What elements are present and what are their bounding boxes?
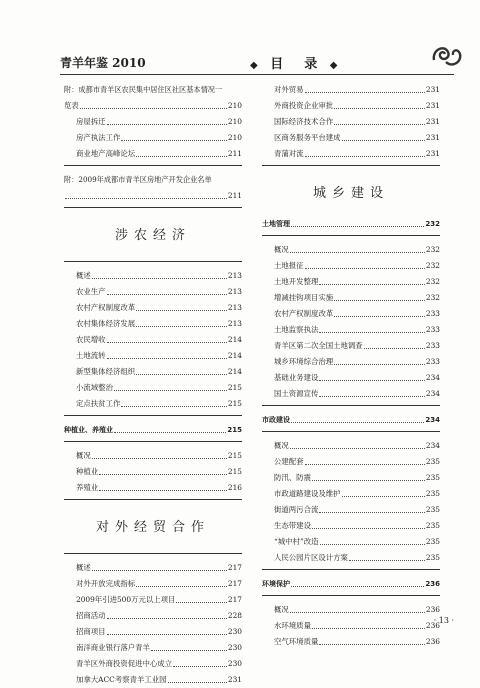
toc-entry xyxy=(64,624,242,640)
entry-title: 种植业 xyxy=(76,467,99,476)
entry-title: 定点扶贫工作 xyxy=(76,399,121,408)
entry-title: 房屋拆迁 xyxy=(76,117,106,126)
entry-page: 235 xyxy=(425,553,440,562)
entry-page: 214 xyxy=(227,351,242,360)
entry-page: 234 xyxy=(425,389,440,398)
entry-title: 农村产权制度改革 xyxy=(274,309,334,318)
dot-leader xyxy=(92,458,227,459)
toc-entry xyxy=(262,454,440,470)
entry-page: 216 xyxy=(227,483,242,492)
dot-leader xyxy=(107,618,227,619)
dot-leader xyxy=(107,358,227,359)
toc-entry xyxy=(262,258,440,274)
entry-page: 231 xyxy=(425,85,440,94)
entry-title: 青羊区外商投资促进中心成立 xyxy=(76,659,173,668)
entry-page: 213 xyxy=(227,303,242,312)
entry-title: 生态带建设 xyxy=(274,521,311,530)
dot-leader xyxy=(364,348,425,349)
divider xyxy=(64,441,242,442)
page-header xyxy=(60,50,450,74)
dot-leader xyxy=(136,326,227,327)
dot-leader xyxy=(136,586,227,587)
dot-leader xyxy=(312,628,425,629)
dot-leader xyxy=(305,268,425,269)
entry-page: 214 xyxy=(227,367,242,376)
divider xyxy=(262,431,440,432)
entry-title: 对外贸易 xyxy=(274,85,304,94)
entry-page: 213 xyxy=(227,287,242,296)
right-column xyxy=(262,82,440,650)
diamond-icon: ◆ xyxy=(250,60,262,71)
dot-leader xyxy=(291,226,424,227)
entry-title: 概况 xyxy=(274,245,289,254)
toc-entry xyxy=(262,290,440,306)
entry-page: 235 xyxy=(425,457,440,466)
entry-title: 城乡环境综合治理 xyxy=(274,357,334,366)
toc-entry xyxy=(262,634,440,650)
divider xyxy=(262,405,440,406)
dot-leader xyxy=(290,612,425,613)
toc-entry xyxy=(262,602,440,618)
toc-heading xyxy=(250,53,341,72)
dot-leader xyxy=(80,108,227,109)
toc-entry xyxy=(262,114,440,130)
book-title: 青羊年鉴 2010 xyxy=(60,56,146,70)
entry-title: 概况 xyxy=(76,451,91,460)
dot-leader xyxy=(107,342,227,343)
dot-leader xyxy=(136,310,227,311)
dot-leader xyxy=(99,474,227,475)
toc-entry xyxy=(64,464,242,480)
entry-page: 215 xyxy=(227,383,242,392)
dot-leader xyxy=(319,284,425,285)
entry-title: 对外开放完成指标 xyxy=(76,579,136,588)
dot-leader xyxy=(107,124,227,125)
toc-entry xyxy=(64,576,242,592)
left-column xyxy=(64,82,242,688)
entry-page: 232 xyxy=(425,245,440,254)
entry-page: 233 xyxy=(425,341,440,350)
dot-leader xyxy=(334,364,425,365)
entry-title: 防汛、防震 xyxy=(274,473,311,482)
entry-page: 213 xyxy=(227,319,242,328)
entry-title: 国际经济技术合作 xyxy=(274,117,334,126)
entry-title: 街道两污合流 xyxy=(274,505,319,514)
section-title: 对外经贸合作 xyxy=(95,520,210,535)
divider xyxy=(64,261,242,262)
entry-page: 235 xyxy=(425,473,440,482)
divider xyxy=(64,415,242,416)
dot-leader xyxy=(65,198,227,199)
entry-page: 215 xyxy=(227,399,242,408)
entry-title: 房产执法工作 xyxy=(76,133,121,142)
appendix-note: 附：2009年成都市青羊区房地产开发企业名单 xyxy=(64,175,212,184)
dot-leader xyxy=(319,332,425,333)
entry-page: 234 xyxy=(425,441,440,450)
toc-entry xyxy=(262,354,440,370)
entry-title: 农村产权制度改革 xyxy=(76,303,136,312)
entry-title: 小流域整治 xyxy=(76,383,113,392)
dot-leader xyxy=(342,496,425,497)
dot-leader xyxy=(319,396,425,397)
toc-entry xyxy=(64,380,242,396)
dot-leader xyxy=(305,156,425,157)
entry-page: 231 xyxy=(425,133,440,142)
toc-entry xyxy=(64,396,242,412)
toc-entry xyxy=(64,640,242,656)
entry-page: 236 xyxy=(425,580,440,588)
entry-title: 水环境质量 xyxy=(274,621,311,630)
divider xyxy=(262,569,440,570)
dot-leader xyxy=(92,278,227,279)
entry-title: 环境保护 xyxy=(262,580,290,588)
entry-page: 210 xyxy=(227,133,242,142)
toc-entry xyxy=(262,306,440,322)
toc-entry xyxy=(64,560,242,576)
toc-entry xyxy=(262,242,440,258)
entry-page: 231 xyxy=(227,675,242,684)
toc-entry xyxy=(262,618,440,634)
toc-entry xyxy=(262,146,440,162)
entry-title: 招商项目 xyxy=(76,627,106,636)
entry-title: 概况 xyxy=(274,605,289,614)
category-entry xyxy=(262,412,440,428)
entry-page: 228 xyxy=(227,611,242,620)
dot-leader xyxy=(312,480,425,481)
entry-title: 土地开发整理 xyxy=(274,277,319,286)
swirl-logo-icon xyxy=(430,42,464,70)
entry-page: 210 xyxy=(227,101,242,110)
section-title: 涉农经济 xyxy=(114,228,191,243)
dot-leader xyxy=(319,380,425,381)
toc-entry xyxy=(64,268,242,284)
dot-leader xyxy=(173,666,227,667)
toc-entry xyxy=(64,672,242,688)
toc-entry xyxy=(262,550,440,566)
toc-entry xyxy=(262,370,440,386)
dot-leader xyxy=(114,432,226,433)
appendix-note: 附：成都市青羊区农民集中居住区社区基本情况一 xyxy=(64,85,223,94)
entry-page: 235 xyxy=(425,505,440,514)
entry-page: 235 xyxy=(425,489,440,498)
toc-entry xyxy=(64,592,242,608)
entry-page: 215 xyxy=(227,451,242,460)
toc-entry xyxy=(262,130,440,146)
toc-entry xyxy=(64,480,242,496)
entry-page: 211 xyxy=(227,191,242,200)
toc-entry xyxy=(64,146,242,162)
entry-page: 217 xyxy=(227,579,242,588)
dot-leader xyxy=(290,252,425,253)
toc-entry xyxy=(262,98,440,114)
entry-page: 214 xyxy=(227,335,242,344)
entry-page: 232 xyxy=(425,261,440,270)
divider xyxy=(64,553,242,554)
entry-title: 农村集体经济发展 xyxy=(76,319,136,328)
dot-leader xyxy=(312,528,425,529)
divider xyxy=(262,165,440,166)
toc-entry xyxy=(64,114,242,130)
toc-entry xyxy=(262,534,440,550)
toc-entry xyxy=(64,448,242,464)
dot-leader xyxy=(114,390,227,391)
toc-entry xyxy=(64,300,242,316)
entry-title: 概述 xyxy=(76,271,91,280)
entry-title: 土地流转 xyxy=(76,351,106,360)
dot-leader xyxy=(136,374,227,375)
entry-title: 新型集体经济组织 xyxy=(76,367,136,376)
entry-page: 230 xyxy=(227,659,242,668)
entry-page: 235 xyxy=(425,537,440,546)
category-entry xyxy=(64,422,242,438)
toc-entry xyxy=(262,322,440,338)
toc-entry xyxy=(64,608,242,624)
entry-page: 231 xyxy=(425,101,440,110)
entry-title: 外商投资企业审批 xyxy=(274,101,334,110)
dot-leader xyxy=(168,682,227,683)
toc-entry xyxy=(64,348,242,364)
section-title: 城乡建设 xyxy=(312,186,389,201)
toc-entry xyxy=(64,98,242,114)
header-rule xyxy=(60,74,454,75)
entry-page: 236 xyxy=(425,621,440,630)
toc-entry xyxy=(64,364,242,380)
entry-title: 加拿大ACC考察青羊工业园 xyxy=(76,675,167,684)
entry-page: 234 xyxy=(425,373,440,382)
page-number: · 13 · xyxy=(433,616,454,625)
dot-leader xyxy=(121,140,227,141)
dot-leader xyxy=(305,464,425,465)
toc-entry xyxy=(262,338,440,354)
entry-title: “城中村”改造 xyxy=(274,537,319,546)
entry-title: 商业地产高峰论坛 xyxy=(76,149,136,158)
dot-leader xyxy=(334,124,425,125)
entry-title: 公建配套 xyxy=(274,457,304,466)
toc-entry xyxy=(64,130,242,146)
entry-page: 210 xyxy=(227,117,242,126)
entry-title: 青羊区第二次全国土地调查 xyxy=(274,341,363,350)
toc-entry xyxy=(64,188,242,204)
dot-leader xyxy=(334,108,425,109)
entry-title: 国土资源宣传 xyxy=(274,389,319,398)
entry-title: 农业生产 xyxy=(76,287,106,296)
entry-title: 南洋商业银行落户青羊 xyxy=(76,643,150,652)
entry-page: 213 xyxy=(227,271,242,280)
entry-page: 230 xyxy=(227,627,242,636)
toc-entry xyxy=(64,656,242,672)
toc-entry xyxy=(262,386,440,402)
toc-entry xyxy=(262,274,440,290)
toc-entry xyxy=(64,332,242,348)
toc-entry xyxy=(262,486,440,502)
entry-page: 211 xyxy=(227,149,242,158)
entry-page: 215 xyxy=(227,467,242,476)
entry-title: 空气环境质量 xyxy=(274,637,319,646)
entry-page: 217 xyxy=(227,563,242,572)
divider xyxy=(64,207,242,208)
category-entry xyxy=(262,576,440,592)
entry-page: 232 xyxy=(425,277,440,286)
entry-page: 233 xyxy=(425,357,440,366)
entry-page: 236 xyxy=(425,605,440,614)
entry-page: 215 xyxy=(227,426,242,434)
entry-page: 230 xyxy=(227,643,242,652)
entry-title: 农民增收 xyxy=(76,335,106,344)
dot-leader xyxy=(107,294,227,295)
toc-entry xyxy=(64,316,242,332)
entry-title: 区商务服务平台建成 xyxy=(274,133,341,142)
entry-page: 233 xyxy=(425,309,440,318)
entry-title: 概述 xyxy=(76,563,91,572)
dot-leader xyxy=(151,650,227,651)
divider xyxy=(64,165,242,166)
dot-leader xyxy=(136,156,227,157)
entry-title: 市政道路建设及维护 xyxy=(274,489,341,498)
entry-page: 217 xyxy=(227,595,242,604)
dot-leader xyxy=(92,570,227,571)
entry-title: 养殖业 xyxy=(76,483,99,492)
dot-leader xyxy=(121,406,227,407)
dot-leader xyxy=(334,300,425,301)
dot-leader xyxy=(319,512,425,513)
entry-title: 招商活动 xyxy=(76,611,106,620)
dot-leader xyxy=(99,490,227,491)
entry-title: 基础业务建设 xyxy=(274,373,319,382)
dot-leader xyxy=(334,316,425,317)
entry-title: 土地监察执法 xyxy=(274,325,319,334)
entry-page: 231 xyxy=(425,117,440,126)
toc-entry xyxy=(64,284,242,300)
toc-heading-text: 目 录 xyxy=(270,57,322,72)
entry-page: 231 xyxy=(425,149,440,158)
entry-page: 236 xyxy=(425,637,440,646)
dot-leader xyxy=(107,634,227,635)
entry-page: 233 xyxy=(425,325,440,334)
dot-leader xyxy=(319,644,425,645)
dot-leader xyxy=(305,92,425,93)
entry-title: 土地报征 xyxy=(274,261,304,270)
entry-title: 增减挂钩项目实施 xyxy=(274,293,334,302)
dot-leader xyxy=(291,586,424,587)
entry-title: 人民公园片区设计方案 xyxy=(274,553,348,562)
divider xyxy=(262,595,440,596)
entry-page: 232 xyxy=(425,293,440,302)
entry-page: 235 xyxy=(425,521,440,530)
divider xyxy=(262,235,440,236)
entry-title: 种植业、养殖业 xyxy=(64,426,113,434)
entry-title: 概况 xyxy=(274,441,289,450)
toc-entry xyxy=(262,82,440,98)
dot-leader xyxy=(291,422,424,423)
dot-leader xyxy=(176,602,226,603)
entry-title: 2009年引进500万元以上项目 xyxy=(76,595,176,604)
dot-leader xyxy=(342,140,425,141)
toc-entry xyxy=(262,470,440,486)
diamond-icon: ◆ xyxy=(329,60,342,71)
entry-page: 232 xyxy=(425,220,440,228)
entry-page: 234 xyxy=(425,416,440,424)
dot-leader xyxy=(349,560,425,561)
entry-title: 市政建设 xyxy=(262,416,290,424)
entry-title: 青蒲对流 xyxy=(274,149,304,158)
category-entry xyxy=(262,216,440,232)
toc-entry xyxy=(262,518,440,534)
toc-entry xyxy=(262,438,440,454)
entry-title: 土地管理 xyxy=(262,220,290,228)
dot-leader xyxy=(290,448,425,449)
entry-title: 览表 xyxy=(64,101,79,110)
toc-entry xyxy=(262,502,440,518)
dot-leader xyxy=(320,544,425,545)
divider xyxy=(64,499,242,500)
